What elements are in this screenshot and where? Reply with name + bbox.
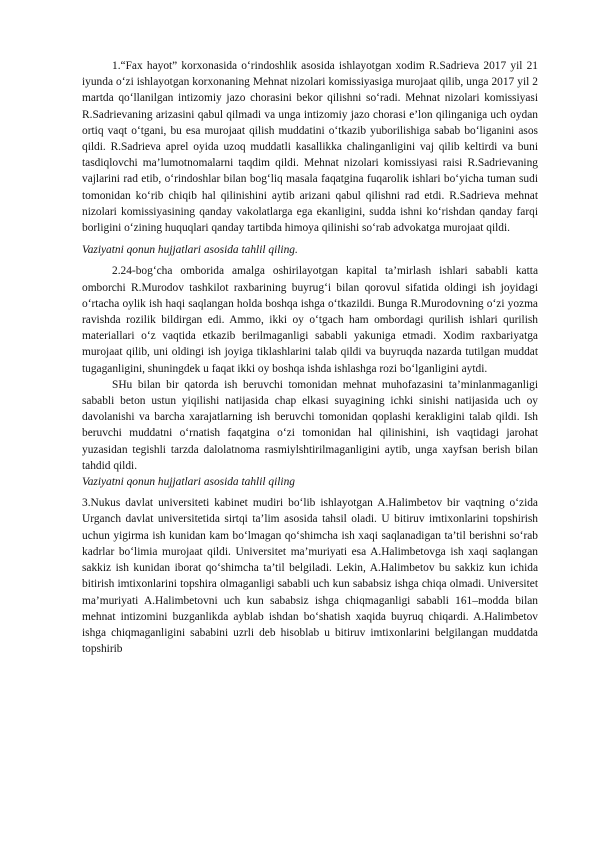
- case-3-paragraph: 3.Nukus davlat universiteti kabinet mudiri bo‘lib ishlayotgan A.Halimbetov bir vaqtning o‘zida Urganch davlat universitetida sirtqi ta’lim asosida tahsil oladi. U bitiruv imtixonlarini topshirish uchun yigirma ish kunidan kam bo‘lmagan qo‘shimcha ish xaqi saqlanadigan ta’til berishni so‘rab kadrlar bo‘limia murojaat qildi. Universitet ma’muriyati esa A.Halimbetovga ish xaqi saqlangan sakkiz ish kunidan iborat qo‘shimcha ta’til belgiladi. Lekin, A.Halimbetov bu sakkiz kun ichida bitirish imtixonlarini topshira olmaganligi sababli uch kun sababsiz ishga chiqa olmadi. Universitet ma’muriyati A.Halimbetovni uch kun sababsiz ishga chiqmaganligi sababli 161–modda bilan mehnat intizomini buzganlikda ayblab ishdan bo‘shatish xaqida buyruq chiqardi. A.Halimbetov ishga chiqmaganligini sababini uzrli deb hisoblab u bitiruv imtixonlarini belgilangan muddatda topshirib: [82, 497, 538, 656]
- case-1-paragraph: 1.“Fax hayot” korxonasida o‘rindoshlik asosida ishlayotgan xodim R.Sadrieva 2017 yil 21 iyunda o‘zi ishlayotgan korxonaning Mehnat nizolari komissiyasiga murojaat qilib, unga 2017 yil 2 martda qo‘llanilgan intizomiy jazo chorasini bekor qilishni so‘radi. Mehnat nizolari komissiyasi R.Sadrievaning arizasini qabul qilmadi va unga intizomiy jazo chorasi e’lon qilinganiga uch oydan ortiq vaqt o‘tgani, bu esa murojaat qilish muddatini o‘tkazib yuborilishiga sabab bo‘liganini asos qildi. R.Sadrieva aprel oyida uzoq muddatli kasallikka chalinganligini vaj qilib keltirdi va buni tasdiqlovchi ma’lumotnomalarni taqdim qildi. Mehnat nizolari komissiyasi raisi R.Sadrievaning vajlarini rad etib, o‘rindoshlar bilan bog‘liq masala faqatgina fuqarolik ishlari bo‘yicha tuman sudi tomonidan ko‘rib chiqib hal qilinishini aytib arizani qabul qilishni rad etdi. R.Sadrieva mehnat nizolari komissiyasining qanday vakolatlarga ega ekanligini, sudda ishni ko‘rishdan qanday farqi borligini o‘zining huquqlari qanday tartibda himoya qilinishi so‘rab advokatga murojaat qildi.: [82, 60, 538, 235]
- task-instruction-2: Vaziyatni qonun hujjatlari asosida tahlil qiling: [82, 476, 295, 489]
- task-instruction-1: Vaziyatni qonun hujjatlari asosida tahlil qiling.: [82, 244, 298, 257]
- case-2-continuation-paragraph: SHu bilan bir qatorda ish beruvchi tomonidan mehnat muhofazasini ta’minlanmaganligi sababli beton ustun yiqilishi natijasida chap elkasi suyagining ichki sinishi natijasida uch oy davolanishi va barcha xarajatlarning ish beruvchi tomonidan qoplashi kerakligini talab qildi. Ish beruvchi muddatni o‘rnatish faqatgina o‘zi tomonidan hal qilinishini, ish vaqtidagi jarohat yuzasidan tegishli tarzda dalolatnoma rasmiylshtirilmaganligini aytib, unga xayfsan berish bilan tahdid qildi.: [82, 378, 538, 472]
- case-2-paragraph: 2.24-bog‘cha omborida amalga oshirilayotgan kapital ta’mirlash ishlari sababli katta omborchi R.Murodov tashkilot raxbarining buyrug‘i bilan qorovul sifatida oldingi ish joyidagi o‘rtacha oylik ish haqi saqlangan holda boshqa ishga o‘tkazildi. Bunga R.Murodovning o‘zi yozma ravishda rozilik bildirgan edi. Ammo, ikki oy o‘tgach ham ombordagi qurilish ishlari qurilish materiallari o‘z vaqtida etkazib berilmaganligi sababli yakuniga etmadi. Xodim raxbariyatga murojaat qilib, uni oldingi ish joyiga tiklashlarini talab qildi va buyruqda nazarda tutilgan muddat tugaganligini, shuningdek u faqat ikki oy boshqa ishda ishlashga rozi bo‘lganligini aytdi.: [82, 265, 538, 375]
